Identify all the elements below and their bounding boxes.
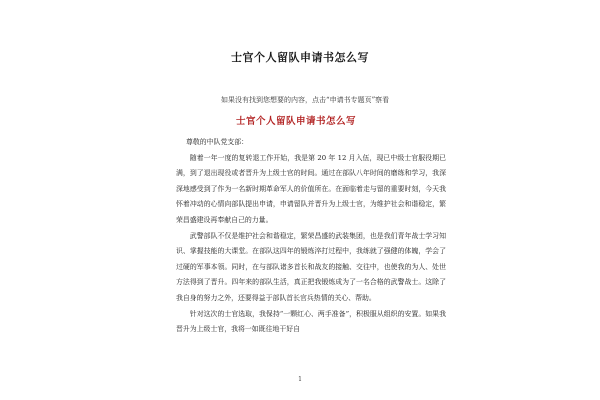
paragraph-1: 随着一年一度的复转退工作开始，我是第 20 年 12 月入伍，现已中级士官服役期已满，到了退出现役或者晋升为上级士官的时间。通过在部队八年时间的磨练和学习，我深深地感受到了作为一名新时期革命军人的价值所在。在面临着走与留的重要时刻，今天我怀着冲动的心情向部队提出申请，申请留队并晋升为上级士官，为维护社会和谐稳定，繁荣昌盛建设再奉献自己的力量。	[176, 153, 446, 224]
salutation: 尊敬的中队党支部：	[186, 138, 249, 146]
paragraph-3: 针对这次的士官选取，我保持“一颗红心、两手准备”，积极服从组织的安置。如果我晋升为上级士官，我将一如既往地干好自	[176, 309, 446, 334]
page-number: 1	[298, 376, 302, 383]
article-heading: 士官个人留队申请书怎么写	[236, 116, 357, 127]
intro-link-line[interactable]: 如果没有找到您想要的内容，点击“申请书专题页”察看	[221, 96, 390, 104]
article-body	[176, 135, 446, 338]
document-title: 士官个人留队申请书怎么写	[231, 51, 369, 64]
paragraph-2: 武警部队不仅是维护社会和谐稳定，繁荣昌盛的武装集团，也是我们青年战士学习知识、掌握技能的大课堂。在部队这四年的锻炼淬打过程中，我练就了强健的体魄，学会了过硬的军事本领。同时，在与部队诸多首长和战友的接触、交往中，也使我的为人、处世方法得到了晋升。四年来的部队生活，真正把我锻炼成为了一名合格的武警战士。这除了我自身的努力之外，还要得益于部队首长官兵热情的关心、帮助。	[176, 231, 446, 302]
